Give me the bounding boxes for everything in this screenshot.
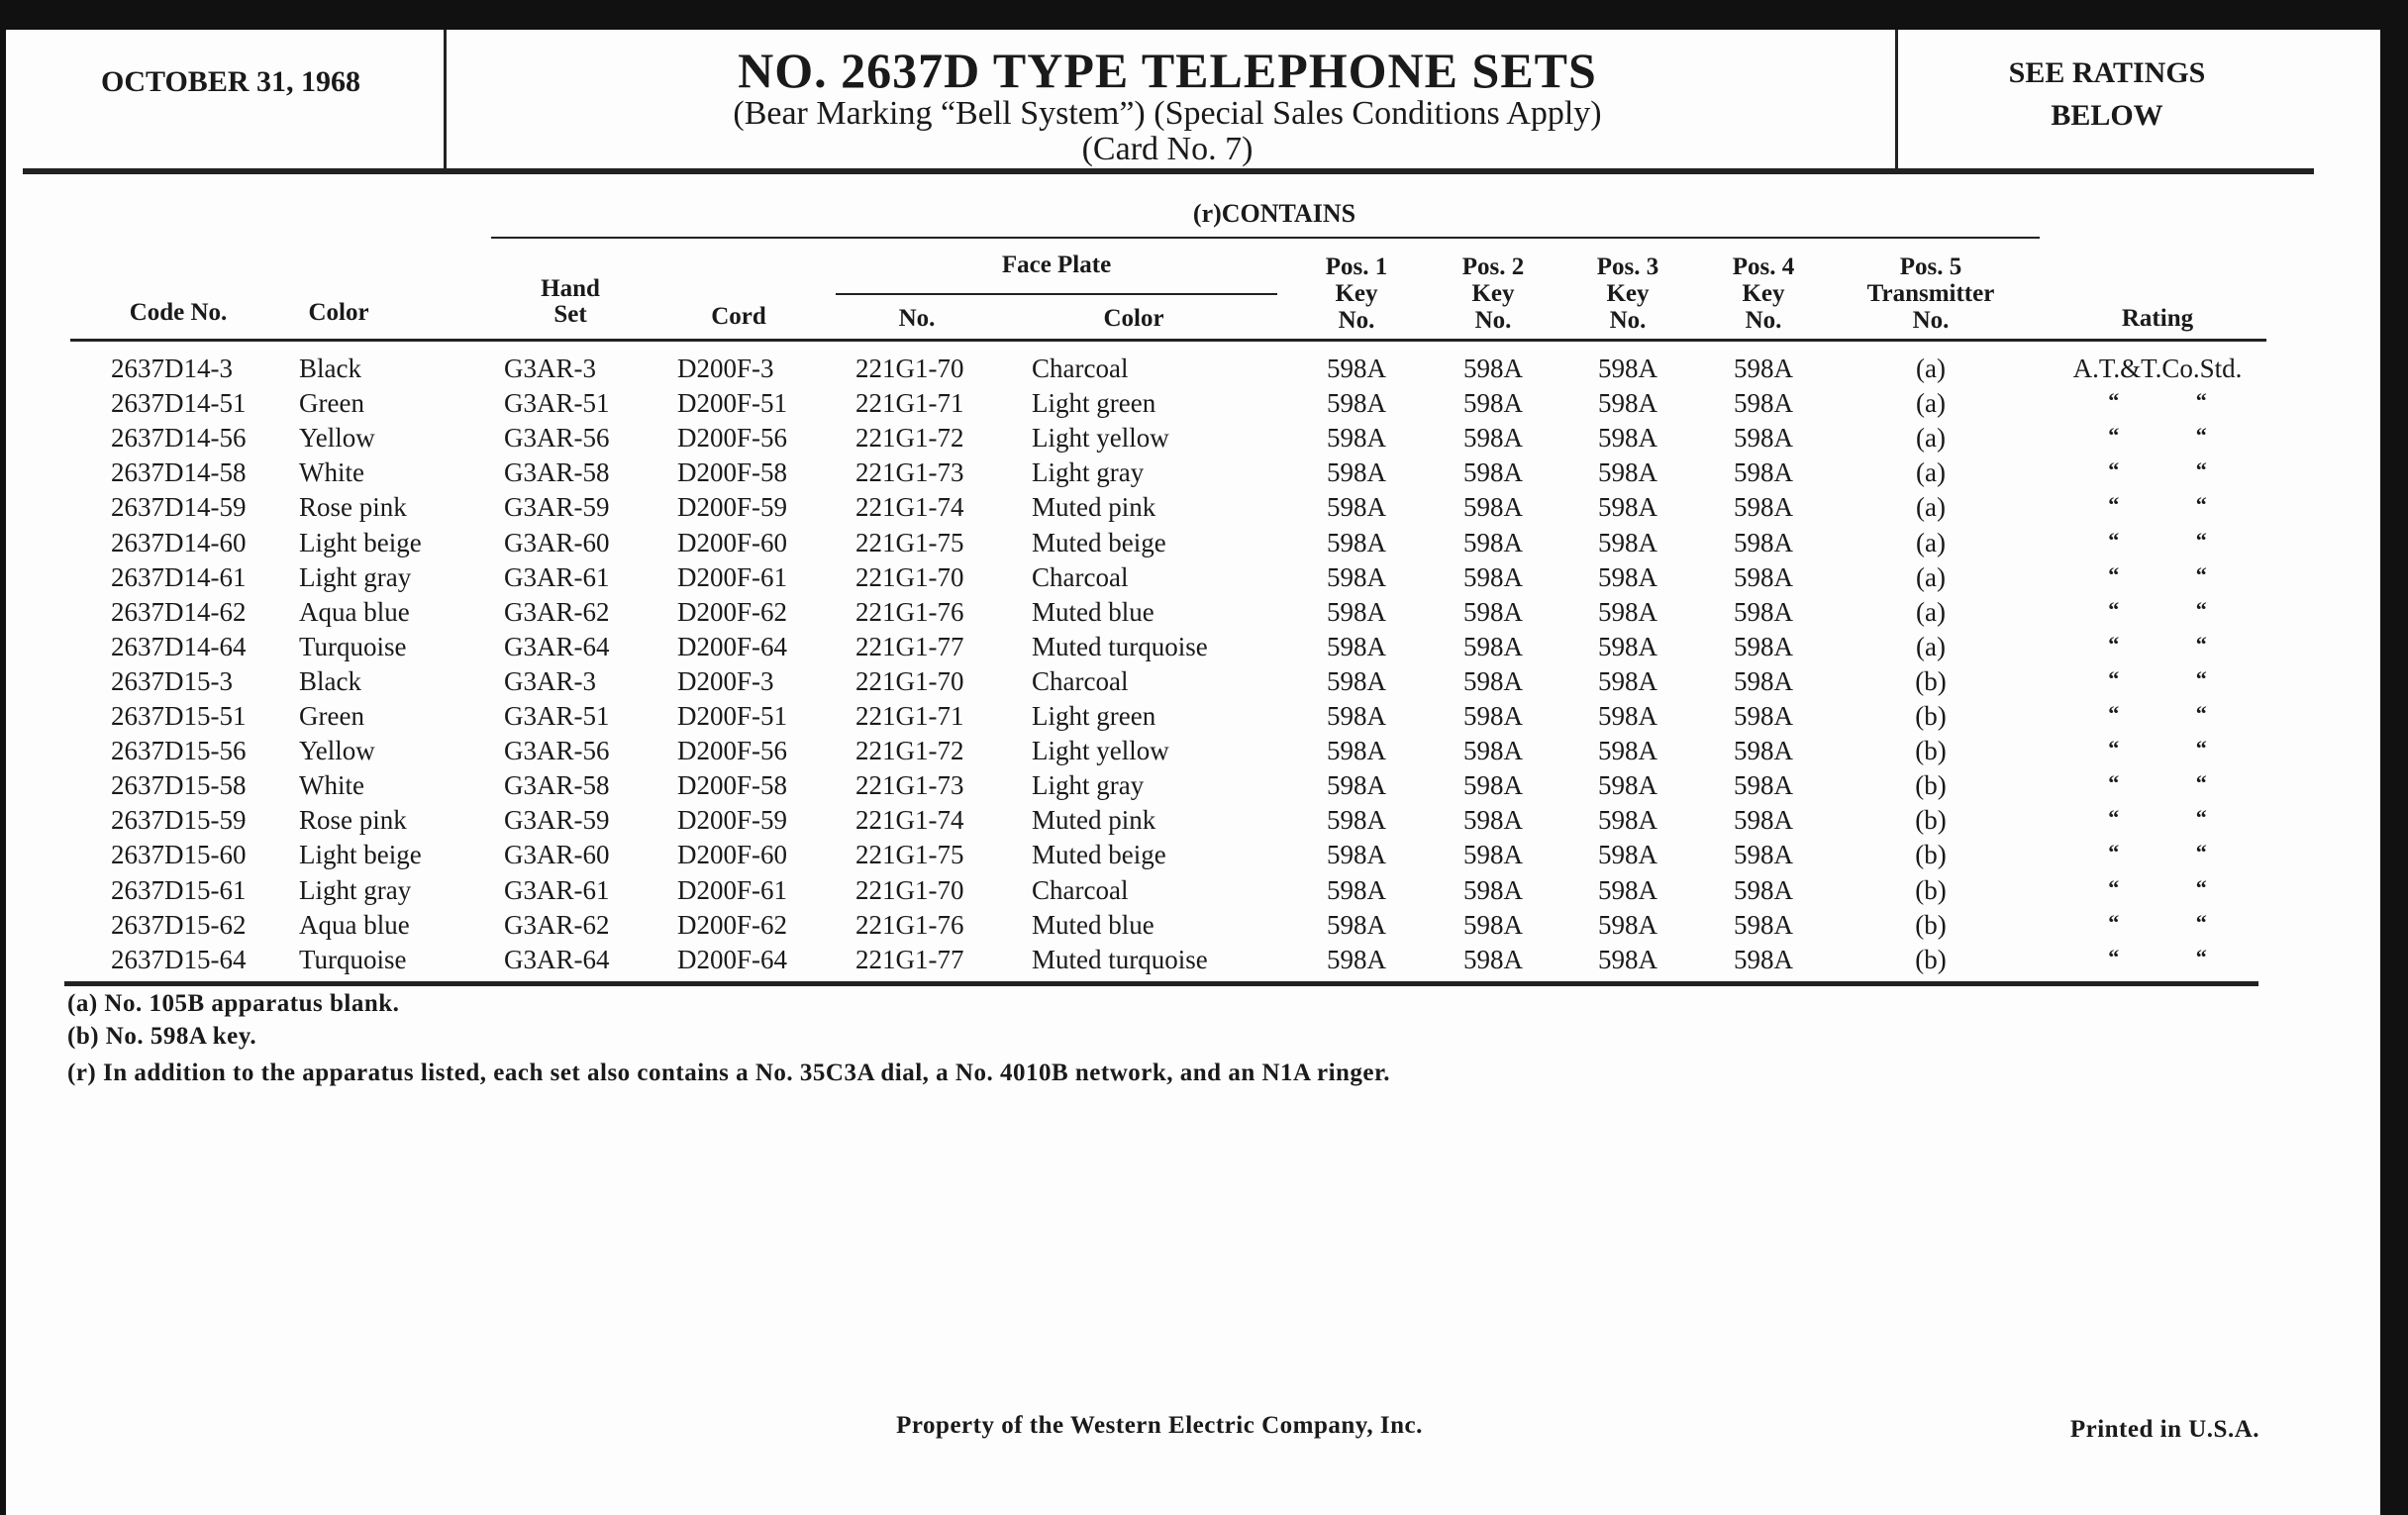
- pos4-key-cell: 598A: [1734, 840, 1793, 870]
- rating-cell: “ “: [2108, 736, 2207, 761]
- col-cord: Cord: [711, 303, 766, 330]
- ratings-note-line2: BELOW: [2051, 99, 2163, 132]
- header-divider-left: [444, 30, 447, 169]
- code-cell: 2637D14-51: [111, 388, 247, 419]
- col-pos2-l2: Key: [1471, 280, 1515, 307]
- handset-cell: G3AR-61: [504, 874, 610, 905]
- handset-cell: G3AR-62: [504, 596, 610, 627]
- col-rating: Rating: [2121, 305, 2194, 332]
- pos2-key-cell: 598A: [1463, 457, 1523, 488]
- faceplate-color-cell: Muted beige: [1032, 840, 1166, 870]
- faceplate-no-cell: 221G1-75: [855, 527, 964, 557]
- pos1-key-cell: 598A: [1327, 561, 1386, 592]
- handset-cell: G3AR-56: [504, 736, 610, 766]
- col-pos2: [1462, 253, 1525, 334]
- pos3-key-cell: 598A: [1598, 631, 1657, 661]
- faceplate-no-cell: 221G1-70: [855, 665, 964, 696]
- handset-cell: G3AR-51: [504, 701, 610, 731]
- pos1-key-cell: 598A: [1327, 805, 1386, 836]
- footnote-a: (a) No. 105B apparatus blank.: [67, 990, 400, 1017]
- rating-cell: “ “: [2108, 840, 2207, 865]
- code-cell: 2637D15-62: [111, 909, 247, 940]
- col-faceplate-color: Color: [1103, 305, 1164, 332]
- faceplate-no-cell: 221G1-77: [855, 944, 964, 974]
- col-handset-1: Hand: [541, 275, 600, 302]
- pos4-key-cell: 598A: [1734, 874, 1793, 905]
- pos1-key-cell: 598A: [1327, 909, 1386, 940]
- rating-cell: “ “: [2108, 492, 2207, 518]
- pos1-key-cell: 598A: [1327, 457, 1386, 488]
- pos2-key-cell: 598A: [1463, 388, 1523, 419]
- code-cell: 2637D15-60: [111, 840, 247, 870]
- faceplate-color-cell: Light green: [1032, 701, 1156, 731]
- faceplate-color-cell: Light green: [1032, 388, 1156, 419]
- pos5-transmitter-cell: (b): [1915, 840, 1947, 870]
- pos5-transmitter-cell: (a): [1916, 354, 1946, 383]
- pos2-key-cell: 598A: [1463, 840, 1523, 870]
- document-title: NO. 2637D TYPE TELEPHONE SETS: [738, 43, 1597, 98]
- pos1-key-cell: 598A: [1327, 665, 1386, 696]
- handset-cell: G3AR-58: [504, 770, 610, 801]
- faceplate-color-cell: Charcoal: [1032, 874, 1129, 905]
- code-cell: 2637D15-3: [111, 665, 233, 696]
- faceplate-no-cell: 221G1-71: [855, 701, 964, 731]
- cord-cell: D200F-58: [677, 457, 788, 488]
- cord-cell: D200F-3: [677, 665, 774, 696]
- code-cell: 2637D14-62: [111, 596, 247, 627]
- pos1-key-cell: 598A: [1327, 631, 1386, 661]
- code-cell: 2637D15-64: [111, 944, 247, 974]
- color-cell: Black: [299, 665, 361, 696]
- pos5-transmitter-cell: (b): [1915, 805, 1947, 836]
- col-pos2-l3: No.: [1474, 307, 1512, 334]
- pos3-key-cell: 598A: [1598, 736, 1657, 766]
- pos5-transmitter-cell: (a): [1916, 423, 1946, 454]
- pos4-key-cell: 598A: [1734, 665, 1793, 696]
- pos4-key-cell: 598A: [1734, 805, 1793, 836]
- cord-cell: D200F-58: [677, 770, 788, 801]
- col-pos3-l1: Pos. 3: [1596, 253, 1659, 280]
- faceplate-no-cell: 221G1-74: [855, 492, 964, 523]
- rating-cell: “ “: [2108, 909, 2207, 935]
- col-pos4-l3: No.: [1745, 307, 1782, 334]
- cord-cell: D200F-64: [677, 944, 788, 974]
- color-cell: Rose pink: [299, 492, 407, 523]
- face-plate-rule: [836, 293, 1277, 295]
- pos3-key-cell: 598A: [1598, 770, 1657, 801]
- handset-cell: G3AR-3: [504, 665, 596, 696]
- footer-printed: Printed in U.S.A.: [2069, 1416, 2259, 1443]
- handset-cell: G3AR-56: [504, 423, 610, 454]
- col-pos1: [1326, 253, 1388, 334]
- pos2-key-cell: 598A: [1463, 805, 1523, 836]
- rating-cell: “ “: [2108, 770, 2207, 796]
- color-cell: Light beige: [299, 527, 422, 557]
- cord-cell: D200F-60: [677, 840, 788, 870]
- rating-cell: “ “: [2108, 596, 2207, 622]
- code-cell: 2637D15-51: [111, 701, 247, 731]
- faceplate-color-cell: Muted blue: [1032, 909, 1154, 940]
- color-cell: White: [299, 770, 364, 801]
- pos2-key-cell: 598A: [1463, 561, 1523, 592]
- rating-cell: “ “: [2108, 423, 2207, 449]
- pos1-key-cell: 598A: [1327, 840, 1386, 870]
- pos4-key-cell: 598A: [1734, 388, 1793, 419]
- col-code: Code No.: [129, 299, 228, 326]
- faceplate-no-cell: 221G1-72: [855, 423, 964, 454]
- color-cell: Yellow: [299, 736, 375, 766]
- pos5-transmitter-cell: (a): [1916, 561, 1946, 592]
- pos4-key-cell: 598A: [1734, 457, 1793, 488]
- pos3-key-cell: 598A: [1598, 457, 1657, 488]
- code-cell: 2637D15-58: [111, 770, 247, 801]
- col-pos3: [1597, 253, 1659, 334]
- pos1-key-cell: 598A: [1327, 874, 1386, 905]
- cord-cell: D200F-61: [677, 561, 788, 592]
- col-pos1-l1: Pos. 1: [1325, 253, 1388, 280]
- col-pos4: [1733, 253, 1795, 334]
- pos3-key-cell: 598A: [1598, 665, 1657, 696]
- pos2-key-cell: 598A: [1463, 874, 1523, 905]
- pos5-transmitter-cell: (a): [1916, 631, 1946, 661]
- rating-cell: “ “: [2108, 561, 2207, 587]
- pos1-key-cell: 598A: [1327, 596, 1386, 627]
- pos1-key-cell: 598A: [1327, 701, 1386, 731]
- pos3-key-cell: 598A: [1598, 840, 1657, 870]
- color-cell: Turquoise: [299, 631, 407, 661]
- color-cell: Yellow: [299, 423, 375, 454]
- pos4-key-cell: 598A: [1734, 527, 1793, 557]
- cord-cell: D200F-60: [677, 527, 788, 557]
- color-cell: Turquoise: [299, 944, 407, 974]
- rating-cell: “ “: [2108, 457, 2207, 483]
- footnote-r: (r) In addition to the apparatus listed, each set also contains a No. 35C3A dial, a No. 4010B network, and an N1A ringer.: [67, 1060, 1391, 1086]
- pos1-key-cell: 598A: [1327, 736, 1386, 766]
- code-cell: 2637D15-56: [111, 736, 247, 766]
- pos3-key-cell: 598A: [1598, 596, 1657, 627]
- pos1-key-cell: 598A: [1327, 770, 1386, 801]
- faceplate-color-cell: Light yellow: [1032, 736, 1169, 766]
- color-cell: Aqua blue: [299, 596, 410, 627]
- pos2-key-cell: 598A: [1463, 596, 1523, 627]
- color-cell: Light gray: [299, 874, 412, 905]
- col-pos1-l3: No.: [1338, 307, 1375, 334]
- pos3-key-cell: 598A: [1598, 874, 1657, 905]
- col-handset-2: Set: [553, 301, 587, 328]
- code-cell: 2637D14-61: [111, 561, 247, 592]
- pos4-key-cell: 598A: [1734, 770, 1793, 801]
- rating-cell: “ “: [2108, 805, 2207, 831]
- handset-cell: G3AR-60: [504, 527, 610, 557]
- faceplate-no-cell: 221G1-71: [855, 388, 964, 419]
- pos4-key-cell: 598A: [1734, 701, 1793, 731]
- pos5-transmitter-cell: (a): [1916, 596, 1946, 627]
- code-cell: 2637D14-58: [111, 457, 247, 488]
- faceplate-color-cell: Light gray: [1032, 457, 1145, 488]
- pos3-key-cell: 598A: [1598, 527, 1657, 557]
- pos3-key-cell: 598A: [1598, 423, 1657, 454]
- col-pos3-l2: Key: [1606, 280, 1650, 307]
- contains-rule: [491, 237, 2040, 239]
- cord-cell: D200F-59: [677, 492, 788, 523]
- col-pos5-l3: No.: [1912, 307, 1950, 334]
- footnote-b: (b) No. 598A key.: [67, 1023, 257, 1050]
- cord-cell: D200F-62: [677, 909, 788, 940]
- col-pos5-l1: Pos. 5: [1899, 253, 1962, 280]
- code-cell: 2637D14-3: [111, 354, 233, 383]
- rating-cell: “ “: [2108, 944, 2207, 969]
- handset-cell: G3AR-58: [504, 457, 610, 488]
- faceplate-color-cell: Muted pink: [1032, 492, 1156, 523]
- color-cell: Green: [299, 388, 364, 419]
- pos4-key-cell: 598A: [1734, 492, 1793, 523]
- pos4-key-cell: 598A: [1734, 631, 1793, 661]
- pos5-transmitter-cell: (b): [1915, 909, 1947, 940]
- faceplate-color-cell: Charcoal: [1032, 354, 1129, 383]
- handset-cell: G3AR-60: [504, 840, 610, 870]
- pos5-transmitter-cell: (a): [1916, 527, 1946, 557]
- pos5-transmitter-cell: (a): [1916, 388, 1946, 419]
- faceplate-color-cell: Muted turquoise: [1032, 944, 1208, 974]
- contains-label: (r)CONTAINS: [1192, 199, 1356, 228]
- code-cell: 2637D15-59: [111, 805, 247, 836]
- faceplate-color-cell: Muted beige: [1032, 527, 1166, 557]
- pos3-key-cell: 598A: [1598, 492, 1657, 523]
- cord-cell: D200F-56: [677, 736, 788, 766]
- col-pos5-l2: Transmitter: [1866, 280, 1995, 307]
- face-plate-label: Face Plate: [1001, 252, 1112, 278]
- faceplate-color-cell: Charcoal: [1032, 665, 1129, 696]
- handset-cell: G3AR-61: [504, 561, 610, 592]
- pos3-key-cell: 598A: [1598, 388, 1657, 419]
- pos5-transmitter-cell: (b): [1915, 736, 1947, 766]
- pos4-key-cell: 598A: [1734, 736, 1793, 766]
- pos5-transmitter-cell: (b): [1915, 944, 1947, 974]
- pos2-key-cell: 598A: [1463, 770, 1523, 801]
- pos2-key-cell: 598A: [1463, 527, 1523, 557]
- header-bottom-rule: [70, 339, 2266, 342]
- pos1-key-cell: 598A: [1327, 944, 1386, 974]
- rating-cell: A.T.&T.Co.Std.: [2072, 354, 2243, 383]
- faceplate-no-cell: 221G1-72: [855, 736, 964, 766]
- faceplate-color-cell: Light yellow: [1032, 423, 1169, 454]
- table-bottom-rule: [64, 981, 2258, 986]
- faceplate-color-cell: Muted pink: [1032, 805, 1156, 836]
- header-divider-right: [1895, 30, 1898, 169]
- handset-cell: G3AR-59: [504, 805, 610, 836]
- rating-cell: “ “: [2108, 388, 2207, 414]
- header-rule: [23, 168, 2314, 174]
- faceplate-color-cell: Muted blue: [1032, 596, 1154, 627]
- color-cell: Light beige: [299, 840, 422, 870]
- pos2-key-cell: 598A: [1463, 701, 1523, 731]
- faceplate-no-cell: 221G1-70: [855, 874, 964, 905]
- color-cell: Black: [299, 354, 361, 383]
- pos4-key-cell: 598A: [1734, 944, 1793, 974]
- faceplate-color-cell: Light gray: [1032, 770, 1145, 801]
- code-cell: 2637D14-64: [111, 631, 247, 661]
- cord-cell: D200F-56: [677, 423, 788, 454]
- pos1-key-cell: 598A: [1327, 527, 1386, 557]
- cord-cell: D200F-51: [677, 388, 788, 419]
- faceplate-no-cell: 221G1-75: [855, 840, 964, 870]
- pos2-key-cell: 598A: [1463, 944, 1523, 974]
- pos1-key-cell: 598A: [1327, 423, 1386, 454]
- code-cell: 2637D15-61: [111, 874, 247, 905]
- footer-property: Property of the Western Electric Company, Inc.: [896, 1412, 1423, 1439]
- cord-cell: D200F-59: [677, 805, 788, 836]
- rating-cell: “ “: [2108, 874, 2207, 900]
- col-pos4-l1: Pos. 4: [1732, 253, 1795, 280]
- pos3-key-cell: 598A: [1598, 701, 1657, 731]
- rating-cell: “ “: [2108, 701, 2207, 726]
- handset-cell: G3AR-59: [504, 492, 610, 523]
- cord-cell: D200F-62: [677, 596, 788, 627]
- rating-cell: “ “: [2108, 665, 2207, 691]
- document-card: [6, 30, 2380, 1515]
- pos2-key-cell: 598A: [1463, 736, 1523, 766]
- faceplate-no-cell: 221G1-70: [855, 354, 964, 383]
- cord-cell: D200F-51: [677, 701, 788, 731]
- handset-cell: G3AR-64: [504, 631, 610, 661]
- pos4-key-cell: 598A: [1734, 423, 1793, 454]
- cord-cell: D200F-64: [677, 631, 788, 661]
- rating-cell: “ “: [2108, 527, 2207, 553]
- pos2-key-cell: 598A: [1463, 423, 1523, 454]
- handset-cell: G3AR-62: [504, 909, 610, 940]
- col-pos2-l1: Pos. 2: [1461, 253, 1525, 280]
- pos1-key-cell: 598A: [1327, 354, 1386, 383]
- pos1-key-cell: 598A: [1327, 388, 1386, 419]
- pos2-key-cell: 598A: [1463, 665, 1523, 696]
- pos4-key-cell: 598A: [1734, 909, 1793, 940]
- pos5-transmitter-cell: (b): [1915, 665, 1947, 696]
- pos5-transmitter-cell: (b): [1915, 874, 1947, 905]
- pos2-key-cell: 598A: [1463, 354, 1523, 383]
- ratings-note-line1: SEE RATINGS: [2008, 56, 2206, 89]
- col-color: Color: [308, 299, 369, 326]
- pos3-key-cell: 598A: [1598, 805, 1657, 836]
- faceplate-no-cell: 221G1-77: [855, 631, 964, 661]
- col-pos5: [1867, 253, 1995, 334]
- rating-cell: “ “: [2108, 631, 2207, 656]
- pos2-key-cell: 598A: [1463, 631, 1523, 661]
- col-pos4-l2: Key: [1742, 280, 1785, 307]
- faceplate-no-cell: 221G1-70: [855, 561, 964, 592]
- faceplate-no-cell: 221G1-73: [855, 770, 964, 801]
- pos4-key-cell: 598A: [1734, 354, 1793, 383]
- pos3-key-cell: 598A: [1598, 944, 1657, 974]
- col-pos1-l2: Key: [1335, 280, 1378, 307]
- pos3-key-cell: 598A: [1598, 354, 1657, 383]
- cord-cell: D200F-61: [677, 874, 788, 905]
- color-cell: Rose pink: [299, 805, 407, 836]
- pos4-key-cell: 598A: [1734, 561, 1793, 592]
- pos5-transmitter-cell: (a): [1916, 457, 1946, 488]
- pos5-transmitter-cell: (b): [1915, 701, 1947, 731]
- handset-cell: G3AR-3: [504, 354, 596, 383]
- faceplate-no-cell: 221G1-73: [855, 457, 964, 488]
- code-cell: 2637D14-60: [111, 527, 247, 557]
- pos2-key-cell: 598A: [1463, 909, 1523, 940]
- card-number: (Card No. 7): [1081, 131, 1254, 167]
- col-pos3-l3: No.: [1609, 307, 1647, 334]
- col-faceplate-no: No.: [898, 305, 936, 332]
- code-cell: 2637D14-59: [111, 492, 247, 523]
- color-cell: Light gray: [299, 561, 412, 592]
- faceplate-no-cell: 221G1-76: [855, 596, 964, 627]
- pos1-key-cell: 598A: [1327, 492, 1386, 523]
- color-cell: Aqua blue: [299, 909, 410, 940]
- pos5-transmitter-cell: (b): [1915, 770, 1947, 801]
- pos4-key-cell: 598A: [1734, 596, 1793, 627]
- faceplate-no-cell: 221G1-76: [855, 909, 964, 940]
- handset-cell: G3AR-51: [504, 388, 610, 419]
- color-cell: White: [299, 457, 364, 488]
- pos3-key-cell: 598A: [1598, 909, 1657, 940]
- cord-cell: D200F-3: [677, 354, 774, 383]
- faceplate-color-cell: Muted turquoise: [1032, 631, 1208, 661]
- pos3-key-cell: 598A: [1598, 561, 1657, 592]
- handset-cell: G3AR-64: [504, 944, 610, 974]
- pos5-transmitter-cell: (a): [1916, 492, 1946, 523]
- faceplate-no-cell: 221G1-74: [855, 805, 964, 836]
- pos2-key-cell: 598A: [1463, 492, 1523, 523]
- code-cell: 2637D14-56: [111, 423, 247, 454]
- document-date: OCTOBER 31, 1968: [101, 65, 360, 98]
- color-cell: Green: [299, 701, 364, 731]
- faceplate-color-cell: Charcoal: [1032, 561, 1129, 592]
- document-subtitle: (Bear Marking “Bell System”) (Special Sales Conditions Apply): [733, 95, 1602, 132]
